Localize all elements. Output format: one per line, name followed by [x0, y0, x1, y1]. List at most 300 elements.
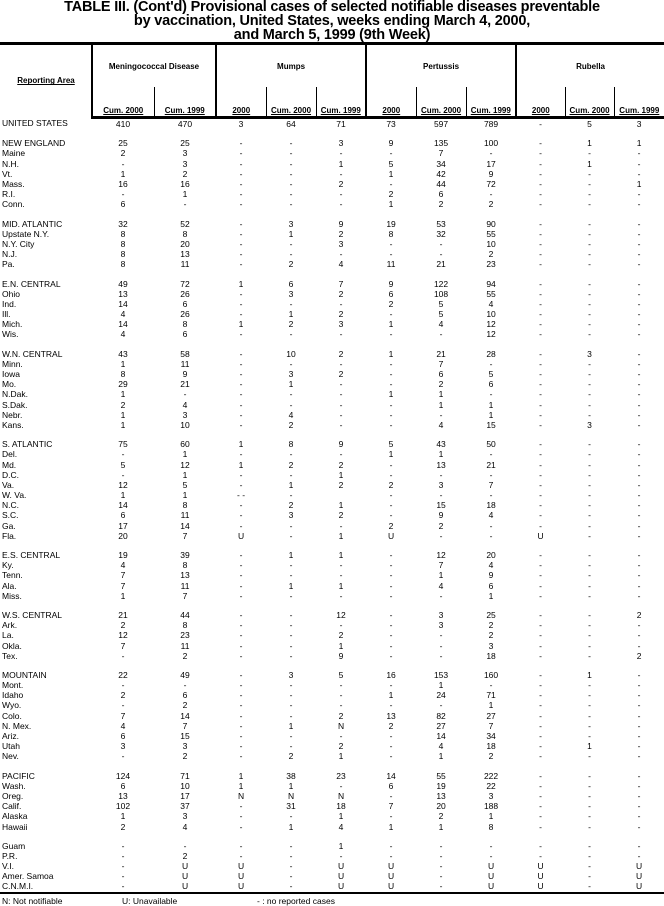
value-cell: 1 [238, 278, 244, 289]
value-cell: 1 [388, 389, 394, 400]
reporting-area-cell: Conn. [2, 199, 25, 210]
value-cell: - [637, 560, 641, 571]
value-cell: U [635, 871, 643, 882]
value-cell: - [389, 609, 393, 620]
reporting-area-cell: Va. [2, 479, 15, 490]
value-cell: 1 [438, 389, 444, 400]
value-cell: - [289, 680, 293, 691]
value-cell: - [239, 218, 243, 229]
value-cell: 5 [438, 298, 444, 309]
value-cell: 2 [438, 379, 444, 390]
value-cell: - [588, 399, 591, 410]
value-cell: U [537, 861, 544, 872]
title-line-3: and March 5, 1999 (9th Week) [233, 27, 431, 43]
value-cell: 50 [486, 439, 496, 450]
value-cell: - [637, 751, 641, 762]
value-cell: 5 [488, 369, 494, 380]
value-cell: - [588, 459, 591, 470]
value-cell: - [339, 449, 343, 460]
value-cell: 1 [587, 138, 592, 149]
value-cell: N [287, 790, 295, 801]
value-cell: - [289, 609, 293, 620]
value-cell: 27 [486, 710, 496, 721]
value-cell: 12 [336, 609, 346, 620]
value-cell: 44 [180, 609, 190, 620]
value-cell: 2 [288, 419, 294, 430]
value-cell: U [237, 530, 245, 541]
reporting-area-cell: Minn. [2, 358, 23, 369]
value-cell: - [539, 640, 542, 651]
value-cell: - [239, 751, 243, 762]
reporting-area-cell: Calif. [2, 801, 22, 812]
value-cell: 13 [118, 790, 128, 801]
value-cell: 1 [338, 811, 344, 822]
value-cell: 7 [438, 560, 444, 571]
value-cell: - [183, 840, 187, 851]
value-cell: 6 [438, 189, 444, 200]
value-cell: 11 [180, 580, 190, 591]
value-cell: 7 [488, 479, 494, 490]
value-cell: - [389, 620, 393, 631]
value-cell: 2 [288, 751, 294, 762]
value-cell: - [439, 329, 443, 340]
value-cell: 11 [180, 640, 190, 651]
value-cell: - [637, 238, 641, 249]
value-cell: - [239, 479, 243, 490]
reporting-area-cell: Alaska [2, 811, 28, 822]
value-cell: - [539, 179, 542, 190]
value-cell: 2 [288, 319, 294, 330]
value-cell: - [439, 650, 443, 661]
table-row [0, 299, 664, 309]
value-cell: 2 [338, 369, 344, 380]
value-cell: - [588, 690, 591, 701]
value-cell: 5 [120, 459, 126, 470]
table-row [0, 189, 664, 199]
value-cell: - [588, 288, 591, 299]
value-cell: - [637, 249, 641, 260]
value-cell: 17 [180, 790, 190, 801]
value-cell: 19 [118, 550, 128, 561]
value-cell: 8 [182, 319, 188, 330]
table-row [0, 480, 664, 490]
reporting-area-cell: C.N.M.I. [0, 881, 92, 892]
table-row [0, 751, 664, 761]
value-cell: 11 [180, 358, 190, 369]
value-cell: - [121, 871, 125, 882]
value-cell: - [637, 500, 641, 511]
value-cell: - [539, 560, 542, 571]
value-cell: - [239, 500, 243, 511]
value-cell: 410 [115, 119, 131, 130]
reporting-area-cell: Ala. [2, 580, 17, 591]
value-cell: - [539, 801, 542, 812]
value-cell: - [239, 520, 243, 531]
value-cell: 6 [488, 379, 494, 390]
value-cell: 37 [180, 801, 190, 812]
value-cell: 2 [338, 479, 344, 490]
value-cell: 9 [438, 510, 444, 521]
value-cell: - [389, 469, 393, 480]
reporting-area-cell: N.Y. City [2, 238, 35, 249]
value-cell: 3 [120, 741, 126, 752]
value-cell: - [637, 590, 641, 601]
value-cell: - [588, 249, 591, 260]
table-title [0, 0, 664, 42]
spacer-cell [0, 430, 664, 439]
col-men-cum1999: Cum. 1999 [154, 87, 216, 118]
value-cell: 3 [587, 419, 592, 430]
spacer-row [0, 762, 664, 771]
value-cell: - [239, 409, 243, 420]
value-cell: N [237, 790, 245, 801]
value-cell: - [389, 640, 393, 651]
value-cell: 52 [180, 218, 190, 229]
value-cell: 1 [388, 690, 394, 701]
value-cell: - [439, 840, 443, 851]
value-cell: - [239, 720, 243, 731]
table-row [0, 581, 664, 591]
value-cell: - [539, 570, 542, 581]
value-cell: 2 [388, 520, 394, 531]
value-cell: 3 [338, 138, 344, 149]
value-cell: - [489, 850, 493, 861]
value-cell: - [539, 449, 542, 460]
value-cell: 4 [438, 580, 444, 591]
value-cell: - [637, 690, 641, 701]
value-cell: 4 [338, 259, 344, 270]
value-cell: - [239, 259, 243, 270]
col-mum-cum2000: Cum. 2000 [266, 87, 316, 118]
spacer-cell [0, 762, 664, 771]
value-cell: - [588, 850, 591, 861]
value-cell: 1 [288, 821, 294, 832]
value-cell: 60 [180, 439, 190, 450]
reporting-area-cell: MID. ATLANTIC [2, 218, 63, 229]
value-cell: 44 [436, 179, 446, 190]
value-cell: 3 [288, 510, 294, 521]
value-cell: - [588, 751, 591, 762]
value-cell: - [289, 490, 293, 501]
value-cell: 14 [180, 710, 190, 721]
value-cell: 13 [436, 459, 446, 470]
value-cell: - [539, 630, 542, 641]
col-men-cum2000: Cum. 2000 [92, 87, 154, 118]
spacer-row [0, 661, 664, 670]
value-cell: U [614, 881, 664, 892]
value-cell: - [637, 439, 641, 450]
value-cell: - [289, 570, 293, 581]
value-cell: 6 [182, 690, 188, 701]
value-cell: - [637, 358, 641, 369]
value-cell: 1 [388, 348, 394, 359]
table-row [0, 531, 664, 541]
value-cell: 15 [436, 500, 446, 511]
value-cell: 2 [338, 288, 344, 299]
value-cell: - [588, 801, 591, 812]
value-cell: 38 [286, 770, 296, 781]
value-cell: 8 [182, 500, 188, 511]
value-cell: - [539, 218, 542, 229]
table-row [0, 420, 664, 430]
value-cell: 2 [388, 720, 394, 731]
value-cell: 82 [436, 710, 446, 721]
value-cell: 31 [286, 801, 296, 812]
value-cell: - [539, 189, 542, 200]
value-cell: - [266, 881, 316, 892]
value-cell: 2 [288, 459, 294, 470]
value-cell: - [339, 560, 343, 571]
value-cell: 22 [118, 669, 128, 680]
table-row [0, 640, 664, 650]
spacer-cell [0, 269, 664, 278]
value-cell: 6 [388, 780, 394, 791]
value-cell: - [539, 238, 542, 249]
value-cell: 9 [488, 570, 494, 581]
value-cell: 12 [486, 329, 496, 340]
value-cell: U [181, 871, 189, 882]
value-cell: - [637, 801, 641, 812]
value-cell: - [289, 741, 293, 752]
value-cell: - [637, 379, 641, 390]
reporting-area-cell: Nebr. [2, 409, 23, 420]
value-cell: - [539, 811, 542, 822]
value-cell: - [289, 650, 293, 661]
value-cell: 1 [288, 720, 294, 731]
value-cell: - [389, 358, 393, 369]
spacer-cell [0, 129, 664, 138]
value-cell: 9 [338, 218, 344, 229]
table-row [0, 309, 664, 319]
value-cell: - [389, 510, 393, 521]
reporting-area-cell: Md. [2, 459, 17, 470]
value-cell: - [588, 609, 591, 620]
value-cell: 71 [486, 690, 496, 701]
table-row [0, 410, 664, 420]
value-cell: 1 [488, 409, 494, 420]
value-cell: 1 [182, 449, 188, 460]
value-cell: 1 [120, 409, 126, 420]
value-cell: - [439, 700, 443, 711]
value-cell: - [588, 790, 591, 801]
value-cell: 2 [636, 650, 642, 661]
value-cell: - [339, 700, 343, 711]
value-cell: - [539, 690, 542, 701]
value-cell: 8 [182, 620, 188, 631]
value-cell: 1 [338, 469, 344, 480]
value-cell: - [439, 469, 443, 480]
value-cell: - [439, 630, 443, 641]
value-cell: 10 [180, 419, 190, 430]
value-cell: - [289, 449, 293, 460]
value-cell: - [588, 379, 591, 390]
value-cell: - [588, 179, 591, 190]
value-cell: - [539, 669, 542, 680]
table-row [0, 329, 664, 339]
value-cell: - [588, 550, 591, 561]
value-cell: - [239, 179, 243, 190]
spacer-cell [0, 340, 664, 349]
table-row [0, 591, 664, 601]
value-cell: U [237, 871, 245, 882]
value-cell: 6 [288, 278, 294, 289]
value-cell: 14 [118, 319, 128, 330]
value-cell: - [289, 590, 293, 601]
reporting-area-cell: W.S. CENTRAL [2, 609, 62, 620]
value-cell: 2 [338, 309, 344, 320]
value-cell: 3 [338, 319, 344, 330]
value-cell: - [539, 459, 542, 470]
value-cell: 9 [388, 278, 394, 289]
reporting-area-cell: Maine [2, 148, 26, 159]
reporting-area-cell: Pa. [2, 259, 15, 270]
value-cell: - [637, 790, 641, 801]
reporting-area-cell: Tex. [2, 650, 18, 661]
value-cell: 3 [288, 669, 294, 680]
value-cell: - [637, 259, 641, 270]
value-cell: 2 [438, 811, 444, 822]
value-cell: U [387, 871, 395, 882]
value-cell: - [239, 358, 243, 369]
value-cell: 1 [587, 741, 592, 752]
value-cell: - [637, 770, 641, 781]
value-cell: - [289, 811, 293, 822]
value-cell: 3 [182, 148, 188, 159]
value-cell: - [588, 369, 591, 380]
value-cell: - [539, 158, 542, 169]
col-mum-cum1999: Cum. 1999 [316, 87, 366, 118]
value-cell: - [588, 640, 591, 651]
value-cell: 4 [120, 309, 126, 320]
value-cell: N [337, 790, 345, 801]
value-cell: - [389, 249, 393, 260]
col-rub-cum1999: Cum. 1999 [614, 87, 664, 118]
value-cell: - [637, 319, 641, 330]
value-cell: - [539, 319, 542, 330]
reporting-area-cell: Tenn. [2, 570, 23, 581]
value-cell: - [539, 358, 542, 369]
value-cell: 7 [120, 580, 126, 591]
reporting-area-cell: Miss. [2, 590, 22, 601]
value-cell: - [121, 850, 125, 861]
mumps-header: Mumps [216, 44, 366, 88]
value-cell: - [239, 650, 243, 661]
table-row [0, 319, 664, 329]
table-row [0, 721, 664, 731]
value-cell: 4 [182, 821, 188, 832]
table-footnotes [0, 896, 664, 906]
value-cell: 24 [436, 690, 446, 701]
value-cell: - [637, 490, 641, 501]
col-mum-2000: 2000 [216, 87, 266, 118]
value-cell: - [289, 148, 293, 159]
value-cell: 1 [120, 168, 126, 179]
value-cell: 2 [338, 179, 344, 190]
value-cell: - [339, 590, 343, 601]
value-cell: - [539, 119, 542, 130]
value-cell: - [539, 419, 542, 430]
value-cell: - [339, 570, 343, 581]
reporting-area-header: Reporting Area [0, 44, 92, 118]
value-cell: 23 [336, 770, 346, 781]
value-cell: - [489, 520, 493, 531]
value-cell: - [539, 490, 542, 501]
value-cell: - [539, 700, 542, 711]
value-cell: - [389, 369, 393, 380]
value-cell: - [389, 500, 393, 511]
table-row [0, 259, 664, 269]
spacer-row [0, 340, 664, 349]
value-cell: - [239, 669, 243, 680]
reporting-area-cell: Ill. [2, 309, 11, 320]
value-cell: - [588, 590, 591, 601]
value-cell: 3 [438, 609, 444, 620]
value-cell: 3 [636, 119, 642, 130]
value-cell: 2 [338, 348, 344, 359]
spacer-cell [0, 541, 664, 550]
table-body [0, 118, 664, 893]
reporting-area-cell: R.I. [2, 189, 16, 200]
value-cell: 124 [115, 770, 131, 781]
value-cell: 5 [388, 158, 394, 169]
value-cell: U [337, 861, 345, 872]
value-cell: 9 [338, 439, 344, 450]
value-cell: 18 [486, 741, 496, 752]
value-cell: 11 [386, 259, 396, 270]
value-cell: - [389, 840, 393, 851]
value-cell: - [289, 871, 293, 882]
value-cell: - [588, 278, 591, 289]
value-cell: - [637, 640, 641, 651]
value-cell: - [289, 138, 293, 149]
value-cell: 26 [180, 288, 190, 299]
value-cell: 23 [486, 259, 496, 270]
value-cell: 25 [180, 138, 190, 149]
value-cell: - [588, 630, 591, 641]
value-cell: - [389, 550, 393, 561]
value-cell: 12 [486, 319, 496, 330]
value-cell: - [539, 298, 542, 309]
region-row [0, 278, 664, 288]
value-cell: 32 [436, 228, 446, 239]
value-cell: - [239, 298, 243, 309]
value-cell: 2 [488, 620, 494, 631]
value-cell: - [539, 590, 542, 601]
value-cell: 6 [388, 288, 394, 299]
value-cell: - [637, 580, 641, 591]
value-cell: - [588, 479, 591, 490]
value-cell: 789 [483, 119, 499, 130]
value-cell: - [588, 861, 591, 872]
value-cell: 18 [486, 650, 496, 661]
value-cell: 14 [386, 770, 396, 781]
table-row [0, 470, 664, 480]
value-cell: - [121, 158, 125, 169]
footnote-n: N: Not notifiable [2, 895, 63, 906]
value-cell: - [637, 680, 641, 691]
spacer-row [0, 210, 664, 219]
value-cell: U [537, 871, 544, 882]
value-cell: - [239, 590, 243, 601]
value-cell: - [539, 138, 542, 149]
value-cell: 1 [388, 199, 394, 210]
value-cell: 72 [180, 278, 190, 289]
value-cell: 10 [286, 348, 296, 359]
value-cell: - [289, 840, 293, 851]
value-cell: 5 [587, 119, 592, 130]
value-cell: - [289, 329, 293, 340]
value-cell: - [389, 560, 393, 571]
